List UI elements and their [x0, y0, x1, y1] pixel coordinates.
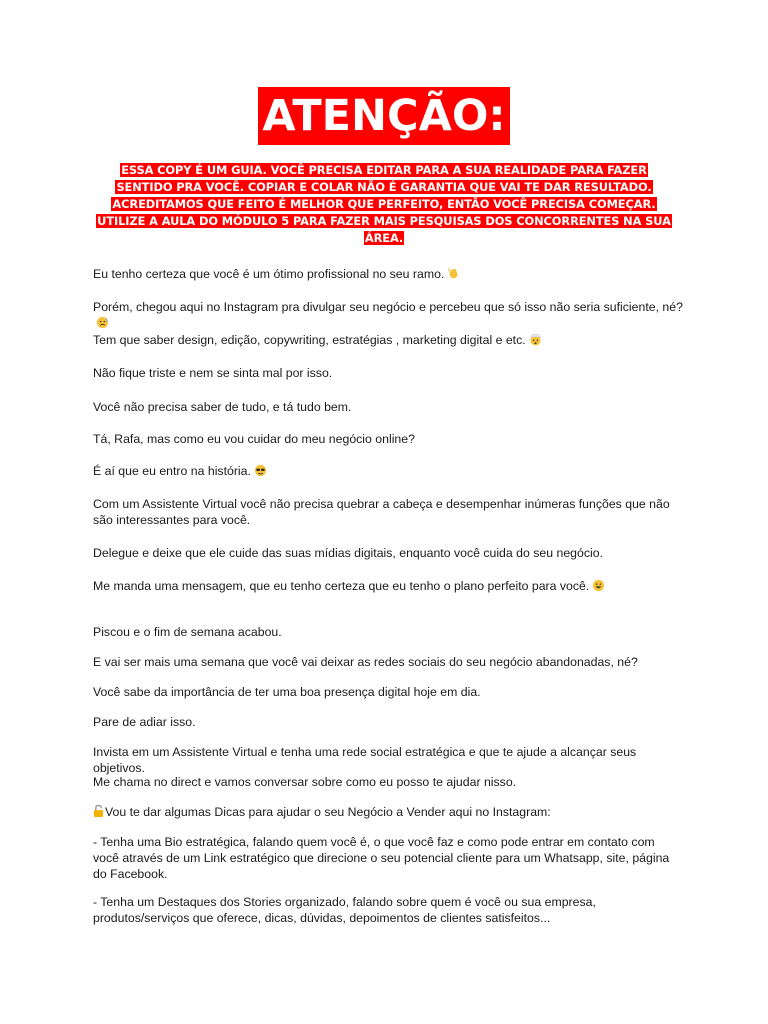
- padlock-icon: [93, 804, 104, 818]
- copy2-paragraph-5: Invista em um Assistente Virtual e tenha uma rede social estratégica e que te ajude a alcançar seus objetivos.: [93, 745, 637, 775]
- copy1-paragraph-10: [93, 578, 683, 594]
- copy2-paragraph-2: E vai ser mais uma semana que você vai deixar as redes sociais do seu negócio abandonadas, né?: [93, 655, 638, 669]
- tips-intro-text: Vou te dar algumas Dicas para ajudar o seu Negócio a Vender aqui no Instagram:: [105, 805, 551, 819]
- copy1-paragraph-5: Você não precisa saber de tudo, e tá tudo bem.: [93, 400, 352, 414]
- copy2-paragraph-1: Piscou e o fim de semana acabou.: [93, 625, 282, 639]
- copy2-paragraph-4: Pare de adiar isso.: [93, 715, 196, 729]
- copy1-paragraph-8: Com um Assistente Virtual você não precisa quebrar a cabeça e desempenhar inúmeras funções que não são interessantes para você.: [93, 497, 670, 527]
- tips-intro: [93, 804, 683, 820]
- exploding-head-icon: [529, 333, 542, 346]
- copy1-paragraph-7: [93, 463, 683, 479]
- copy1-paragraph-9: Delegue e deixe que ele cuide das suas mídias digitais, enquanto você cuida do seu negócio.: [93, 546, 603, 560]
- tip-highlights: - Tenha um Destaques dos Stories organizado, falando sobre quem é você ou sua empresa, produtos/serviços que oferece, dicas, dúvidas, depoimentos de clientes satisfeitos...: [93, 895, 596, 925]
- grinning-face-icon: [592, 579, 605, 592]
- waving-hand-icon: [447, 267, 460, 280]
- sunglasses-face-icon: [254, 464, 267, 477]
- copy2-paragraph-6: Me chama no direct e vamos conversar sobre como eu posso te ajudar nisso.: [93, 775, 517, 789]
- page-title: ATENÇÃO:: [258, 87, 509, 145]
- copy1-p7-text: É aí que eu entro na história.: [93, 464, 251, 478]
- copy1-paragraph-4: Não fique triste e nem se sinta mal por isso.: [93, 366, 333, 380]
- copy1-paragraph-6: Tá, Rafa, mas como eu vou cuidar do meu negócio online?: [93, 432, 415, 446]
- copy1-paragraph-2: [93, 299, 683, 331]
- copy1-paragraph-1: [93, 266, 683, 282]
- copy1-p2-text: Porém, chegou aqui no Instagram pra divulgar seu negócio e percebeu que só isso não seria suficiente, né?: [93, 300, 683, 314]
- copy2-paragraph-3: Você sabe da importância de ter uma boa presença digital hoje em dia.: [93, 685, 481, 699]
- warning-notice: [96, 162, 672, 247]
- warning-text: ESSA COPY É UM GUIA. VOCÊ PRECISA EDITAR PARA A SUA REALIDADE PARA FAZER SENTIDO PRA VOCÊ. COPIAR E COLAR NÃO É GARANTIA QUE VAI TE DAR RESULTADO. ACREDITAMOS QUE FEITO É MELHOR QUE PERFEITO, ENTÃO VOCÊ PRECISA COMEÇAR. UTILIZE A AULA DO MÓDULO 5 PARA FAZER MAIS PESQUISAS DOS CONCORRENTES NA SUA ÁREA.: [97, 163, 671, 245]
- copy1-p1-text: Eu tenho certeza que você é um ótimo profissional no seu ramo.: [93, 267, 445, 281]
- copy1-p10-text: Me manda uma mensagem, que eu tenho certeza que eu tenho o plano perfeito para você.: [93, 579, 590, 593]
- tip-bio: - Tenha uma Bio estratégica, falando quem você é, o que você faz e como pode entrar em contato com você através de um Link estratégico que direcione o seu potencial cliente para um Whatsapp, site, página do Facebook.: [93, 835, 670, 881]
- copy1-paragraph-3: [93, 332, 683, 348]
- copy1-p3-text: Tem que saber design, edição, copywriting, estratégias , marketing digital e etc.: [93, 333, 526, 347]
- title-container: [0, 87, 768, 145]
- sad-face-icon: [96, 316, 109, 329]
